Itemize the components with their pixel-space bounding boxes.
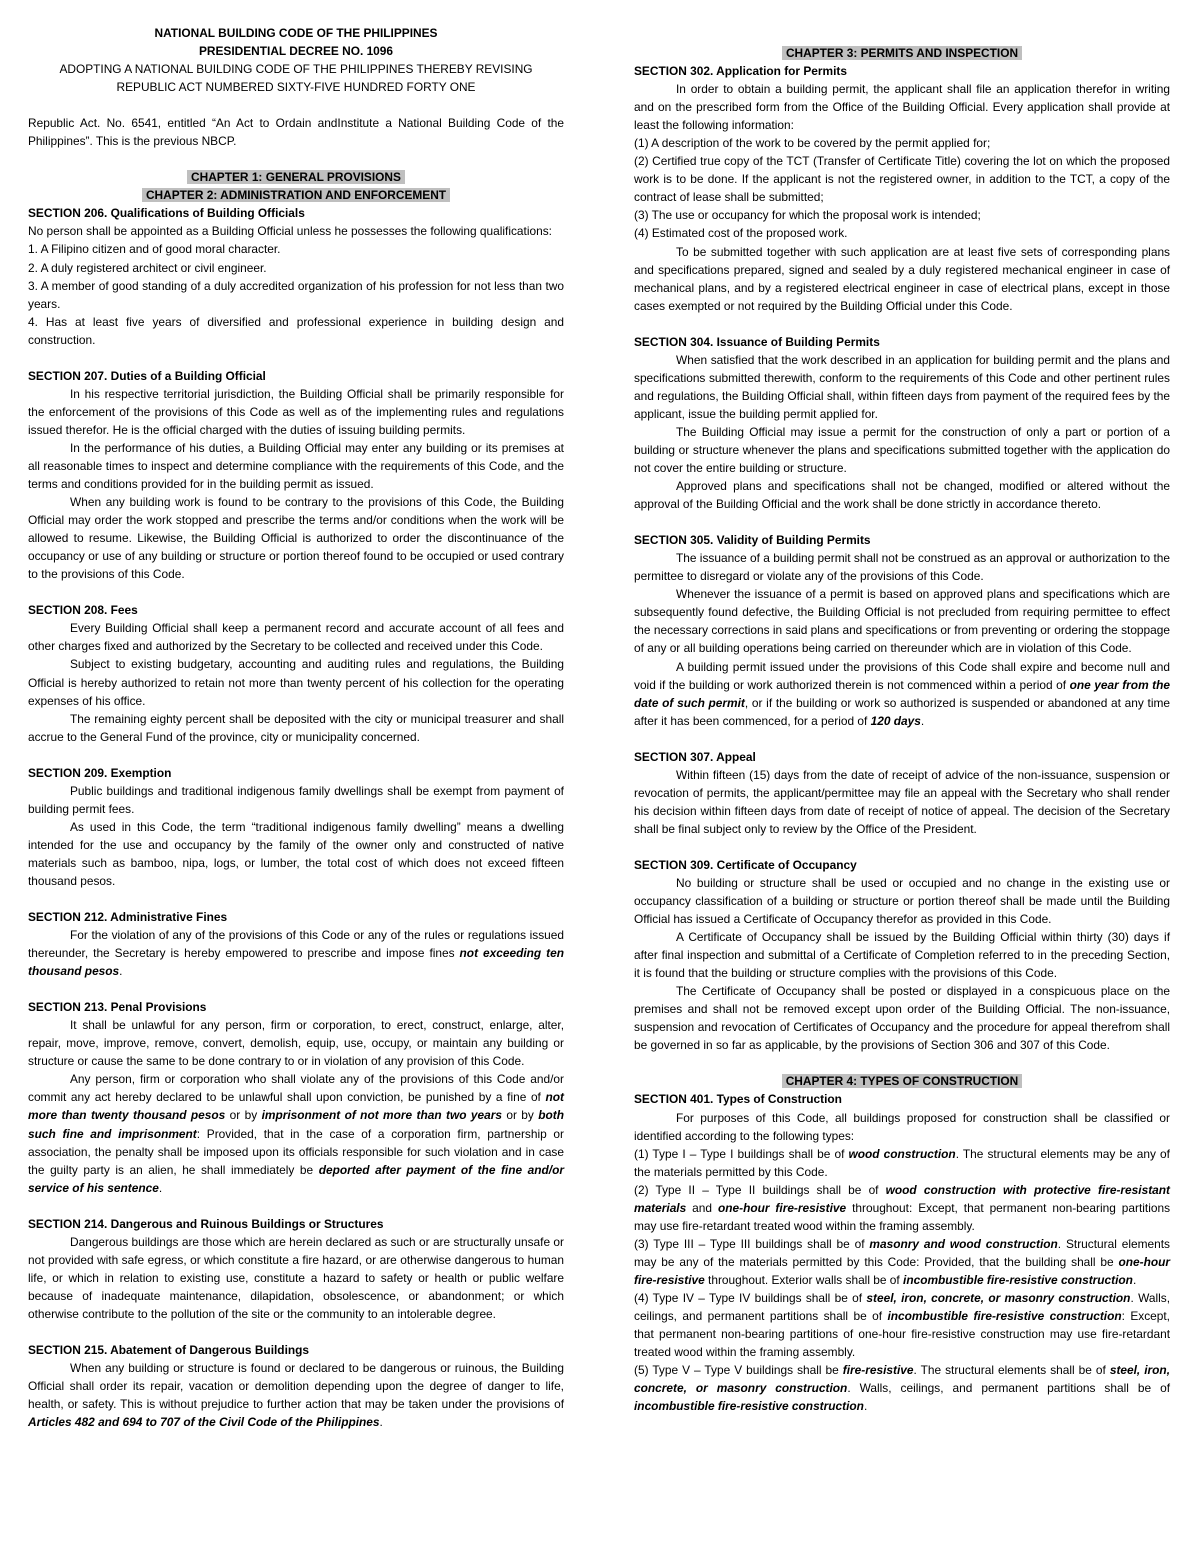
list-item: (1) Type I – Type I buildings shall be of wood construction. The structural elements may be any of the materials permitted by this Code. (634, 1146, 1170, 1179)
section-214-title: SECTION 214. Dangerous and Ruinous Buildings or Structures (28, 1216, 384, 1231)
list-item: (3) Type III – Type III buildings shall be of masonry and wood construction. Structural elements may be any of the materials permitted by this Code: Provided, that the building shall be one-hour fire-resistive throughout. Exterior walls shall be of incombustible fire-resistive construction. (634, 1236, 1170, 1287)
section-209-text: As used in this Code, the term “traditional indigenous family dwelling” means a dwelling intended for the use and occupancy by the family of the owner only and constructed of native materials such as bamboo, nipa, logs, or lumber, the total cost of which does not exceed fifteen thousand pesos. (28, 819, 564, 888)
list-item: (4) Estimated cost of the proposed work. (634, 226, 848, 241)
section-401-title: SECTION 401. Types of Construction (634, 1092, 842, 1107)
section-213-text: Any person, firm or corporation who shall violate any of the provisions of this Code and/or commit any act hereby declared to be unlawful shall upon conviction, be punished by a fine of not more than twenty thousand pesos or by imprisonment of not more than two years or by both such fine and imprisonment: Provided, that in the case of a corporation firm, partnership or association, the penalty shall be imposed upon its officials responsible for such violation and in case the guilty party is an alien, he shall immediately be deported after payment of the fine and/or service of his sentence. (28, 1072, 565, 1195)
list-item: 3. A member of good standing of a duly accredited organization of his profession for not less than two years. (28, 278, 564, 311)
section-309-text: No building or structure shall be used or occupied and no change in the existing use or occupancy classification of a building or structure or portion thereof shall be made until the Building Official has issued a Certificate of Occupancy therefor as provided in this Code. (634, 875, 1170, 927)
section-212-title: SECTION 212. Administrative Fines (28, 910, 228, 925)
list-item: (4) Type IV – Type IV buildings shall be of steel, iron, concrete, or masonry construction. Walls, ceilings, and permanent partitions shall be of incombustible fire-resistive construction: Except, that permanent non-bearing partitions of one-hour fire-resistive construction may use fire-retardant treated wood within the framing assembly. (634, 1291, 1170, 1360)
list-item: (5) Type V – Type V buildings shall be fire-resistive. The structural elements shall be of steel, iron, concrete, or masonry construction. Walls, ceilings, and permanent partitions shall be of incombustible fire-resistive construction. (634, 1363, 1170, 1414)
chapter-1-heading: CHAPTER 1: GENERAL PROVISIONS (28, 168, 564, 186)
section-304-title: SECTION 304. Issuance of Building Permits (634, 334, 880, 349)
section-302-text: To be submitted together with such application are at least five sets of corresponding plans and specifications prepared, signed and sealed by a duly registered mechanical engineer in case of mechanical plans, and by a registered electrical engineer in case of electrical plans, except in those cases exempted or not required by the Building Official under this Code. (634, 244, 1170, 313)
section-307-title: SECTION 307. Appeal (634, 749, 756, 764)
chapter-4-heading: CHAPTER 4: TYPES OF CONSTRUCTION (634, 1072, 1170, 1090)
left-column (28, 24, 564, 1431)
section-309-text: A Certificate of Occupancy shall be issued by the Building Official within thirty (30) days if after final inspection and submittal of a Certificate of Completion referred to in the preceding Section, it is found that the building or structure complies with the provisions of this Code. (634, 930, 1170, 981)
section-302-text: In order to obtain a building permit, the applicant shall file an application therefor in writing and on the prescribed form from the Office of the Building Official. Every application shall provide at least the following information: (634, 82, 1170, 133)
section-304-text: Approved plans and specifications shall not be changed, modified or altered without the approval of the Building Official and the work shall be done strictly in accordance thereto. (634, 479, 1170, 512)
section-215-text: When any building or structure is found or declared to be dangerous or ruinous, the Building Official shall order its repair, vacation or demolition depending upon the degree of danger to life, health, or safety. This is without prejudice to further action that may be taken under the provisions of Articles 482 and 694 to 707 of the Civil Code of the Philippines. (28, 1361, 564, 1430)
section-206-title: SECTION 206. Qualifications of Building Officials (28, 206, 305, 221)
section-304-text: The Building Official may issue a permit for the construction of only a part or portion of a building or structure whenever the plans and specifications submitted together with the application do not cover the entire building or structure. (634, 424, 1170, 476)
section-206-text: No person shall be appointed as a Building Official unless he possesses the following qualifications: (28, 224, 552, 239)
section-305-title: SECTION 305. Validity of Building Permits (634, 533, 871, 548)
section-309-title: SECTION 309. Certificate of Occupancy (634, 857, 857, 872)
section-302-title: SECTION 302. Application for Permits (634, 64, 847, 79)
section-208-text: Subject to existing budgetary, accounting and auditing rules and regulations, the Building Official is hereby authorized to retain not more than twenty percent of his collection for the operating expenses of his office. (28, 657, 564, 708)
section-207-text: When any building work is found to be contrary to the provisions of this Code, the Building Official may order the work stopped and prescribe the terms and/or conditions when the work will be allowed to resume. Likewise, the Building Official is authorized to order the discontinuance of the occupancy or use of any building or structure or portion thereof found to be occupied or used contrary to the provisions of this Code. (28, 495, 564, 582)
section-212-text: For the violation of any of the provisions of this Code or any of the rules or regulations issued thereunder, the Secretary is hereby empowered to prescribe and impose fines not exceeding ten thousand pesos. (28, 928, 564, 979)
list-item: (2) Type II – Type II buildings shall be of wood construction with protective fire-resistant materials and one-hour fire-resistive throughout: Except, that permanent non-bearing partitions may use fire-retardant treated wood within the framing assembly. (634, 1182, 1171, 1233)
section-209-text: Public buildings and traditional indigenous family dwellings shall be exempt from payment of building permit fees. (28, 783, 564, 816)
list-item: (3) The use or occupancy for which the proposal work is intended; (634, 208, 981, 223)
section-207-text: In the performance of his duties, a Building Official may enter any building or its premises at all reasonable times to inspect and determine compliance with the requirements of this Code, and the terms and conditions provided for in the building permit as issued. (28, 440, 564, 492)
section-213-title: SECTION 213. Penal Provisions (28, 1000, 207, 1015)
section-304-text: When satisfied that the work described in an application for building permit and the plans and specifications submitted therewith, conform to the requirements of this Code and other pertinent rules and regulations, the Building Official shall, within fifteen days from payment of the required fees by the applicant, issue the building permit applied for. (634, 352, 1170, 421)
section-208-title: SECTION 208. Fees (28, 603, 138, 618)
section-214-text: Dangerous buildings are those which are herein declared as such or are structurally unsafe or not provided with safe egress, or which constitute a fire hazard, or are otherwise dangerous to human life, or which in relation to existing use, constitute a hazard to safety or health or public welfare because of inadequate maintenance, dilapidation, obsolescence, or abandonment; or which otherwise contribute to the pollution of the site or the community to an intolerable degree. (28, 1234, 564, 1321)
list-item: 4. Has at least five years of diversified and professional experience in building design and construction. (28, 314, 564, 347)
chapter-3-heading: CHAPTER 3: PERMITS AND INSPECTION (634, 44, 1170, 62)
section-307-text: Within fifteen (15) days from the date of receipt of advice of the non-issuance, suspension or revocation of permits, the applicant/permittee may file an appeal with the Secretary who shall render his decision within fifteen days from date of receipt of notice of appeal. The decision of the Secretary shall be final subject only to review by the Office of the President. (634, 767, 1170, 836)
section-213-text: It shall be unlawful for any person, firm or corporation, to erect, construct, enlarge, alter, repair, move, improve, remove, convert, demolish, equip, use, occupy, or maintain any building or structure or cause the same to be done contrary to or in violation of any provision of this Code. (28, 1018, 564, 1069)
section-209-title: SECTION 209. Exemption (28, 765, 172, 780)
section-309-text: The Certificate of Occupancy shall be posted or displayed in a conspicuous place on the premises and shall not be removed except upon order of the Building Official. The non-issuance, suspension and revocation of Certificates of Occupancy and the procedure for appeal therefrom shall be governed in so far as applicable, by the provisions of Section 306 and 307 of this Code. (634, 984, 1170, 1053)
section-207-text: In his respective territorial jurisdiction, the Building Official shall be primarily responsible for the enforcement of the provisions of this Code as well as of the implementing rules and regulations issued therefor. He is the official charged with the duties of issuing building permits. (28, 386, 564, 437)
section-305-text: Whenever the issuance of a permit is based on approved plans and specifications which are subsequently found defective, the Building Official is not precluded from requiring permittee to effect the necessary corrections in said plans and specifications or from preventing or ordering the stoppage of any or all building operations being carried on thereunder which are in violation of this Code. (634, 587, 1170, 656)
list-item: (1) A description of the work to be covered by the permit applied for; (634, 136, 991, 151)
section-207-title: SECTION 207. Duties of a Building Official (28, 368, 266, 383)
chapter-2-heading: CHAPTER 2: ADMINISTRATION AND ENFORCEMENT (28, 186, 564, 204)
document-title: NATIONAL BUILDING CODE OF THE PHILIPPINES (154, 26, 438, 40)
section-208-text: The remaining eighty percent shall be deposited with the city or municipal treasurer and shall accrue to the General Fund of the province, city or municipality concerned. (28, 711, 564, 744)
subtitle-line-1: ADOPTING A NATIONAL BUILDING CODE OF THE PHILIPPINES THEREBY REVISING (59, 62, 533, 77)
section-305-text: The issuance of a building permit shall not be construed as an approval or authorization to the permittee to disregard or violate any of the provisions of this Code. (634, 551, 1170, 584)
subtitle-line-2: REPUBLIC ACT NUMBERED SIXTY-FIVE HUNDRED FORTY ONE (116, 80, 476, 95)
section-305-text: A building permit issued under the provisions of this Code shall expire and become null and void if the building or work authorized therein is not commenced within a period of one year from the date of such permit, or if the building or work so authorized is suspended or abandoned at any time after it has been commenced, for a period of 120 days. (634, 659, 1170, 728)
decree-number: PRESIDENTIAL DECREE NO. 1096 (198, 44, 394, 59)
list-item: 1. A Filipino citizen and of good moral character. (28, 242, 281, 257)
right-column (634, 44, 1170, 1415)
list-item: (2) Certified true copy of the TCT (Transfer of Certificate Title) covering the lot on which the proposed work is to be done. If the applicant is not the registered owner, in addition to the TCT, a copy of the contract of lease shall be submitted; (634, 154, 1170, 205)
section-208-text: Every Building Official shall keep a permanent record and accurate account of all fees and other charges fixed and authorized by the Secretary to be collected and received under this Code. (28, 621, 564, 654)
section-215-title: SECTION 215. Abatement of Dangerous Buildings (28, 1343, 310, 1357)
intro-paragraph: Republic Act. No. 6541, entitled “An Act to Ordain andInstitute a National Building Code of the Philippines”. This is the previous NBCP. (28, 116, 564, 149)
section-401-text: For purposes of this Code, all buildings proposed for construction shall be classified or identified according to the following types: (634, 1110, 1170, 1143)
list-item: 2. A duly registered architect or civil engineer. (28, 260, 267, 275)
